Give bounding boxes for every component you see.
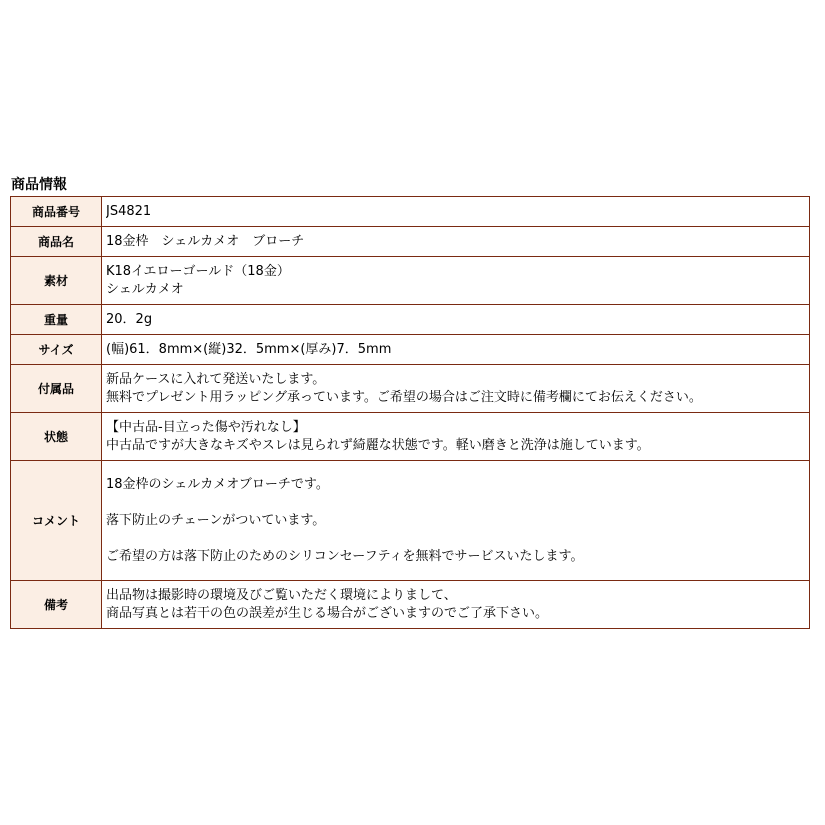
row-notes [11, 581, 810, 629]
value-product-name [102, 227, 810, 257]
material-line-2: シェルカメオ [106, 281, 184, 297]
label-material: 素材 [11, 257, 102, 305]
label-product-name: 商品名 [11, 227, 102, 257]
notes-line-1: 出品物は撮影時の環境及びご覧いただく環境によりまして、 [106, 587, 457, 603]
label-comment: コメント [11, 461, 102, 581]
value-size [102, 335, 810, 365]
value-condition [102, 413, 810, 461]
accessories-line-1: 新品ケースに入れて発送いたします。 [106, 371, 326, 387]
section-title: 商品情報 [11, 177, 67, 193]
condition-line-2: 中古品ですが大きなキズやスレは見られず綺麗な状態です。軽い磨きと洗浄は施しています。 [106, 437, 650, 453]
condition-line-1: 【中古品-目立った傷や汚れなし】 [106, 419, 306, 435]
value-weight [102, 305, 810, 335]
row-product-number [11, 197, 810, 227]
row-size [11, 335, 810, 365]
value-comment [102, 461, 810, 581]
label-size: サイズ [11, 335, 102, 365]
row-condition [11, 413, 810, 461]
comment-line-2: 落下防止のチェーンがついています。 [106, 512, 326, 528]
row-weight [11, 305, 810, 335]
size: (幅)61．8mm×(縦)32．5mm×(厚み)7．5mm [106, 341, 392, 357]
comment-line-3: ご希望の方は落下防止のためのシリコンセーフティを無料でサービスいたします。 [106, 548, 584, 564]
comment-spacer [106, 530, 809, 548]
label-weight: 重量 [11, 305, 102, 335]
label-notes: 備考 [11, 581, 102, 629]
row-material [11, 257, 810, 305]
comment-line-1: 18金枠のシェルカメオブローチです。 [106, 476, 329, 492]
value-accessories [102, 365, 810, 413]
comment-spacer [106, 494, 809, 512]
value-notes [102, 581, 810, 629]
product-info-table [10, 196, 810, 629]
weight: 20．2g [106, 311, 153, 327]
row-product-name [11, 227, 810, 257]
label-product-number: 商品番号 [11, 197, 102, 227]
product-name: 18金枠 シェルカメオ ブローチ [106, 233, 305, 249]
value-product-number [102, 197, 810, 227]
row-comment [11, 461, 810, 581]
value-material [102, 257, 810, 305]
label-accessories: 付属品 [11, 365, 102, 413]
accessories-line-2: 無料でプレゼント用ラッピング承っています。ご希望の場合はご注文時に備考欄にてお伝えください。 [106, 389, 702, 405]
row-accessories [11, 365, 810, 413]
product-number: JS4821 [106, 203, 152, 219]
label-condition: 状態 [11, 413, 102, 461]
notes-line-2: 商品写真とは若干の色の誤差が生じる場合がございますのでご了承下さい。 [106, 605, 549, 621]
material-line-1: K18イエローゴールド（18金） [106, 263, 290, 279]
